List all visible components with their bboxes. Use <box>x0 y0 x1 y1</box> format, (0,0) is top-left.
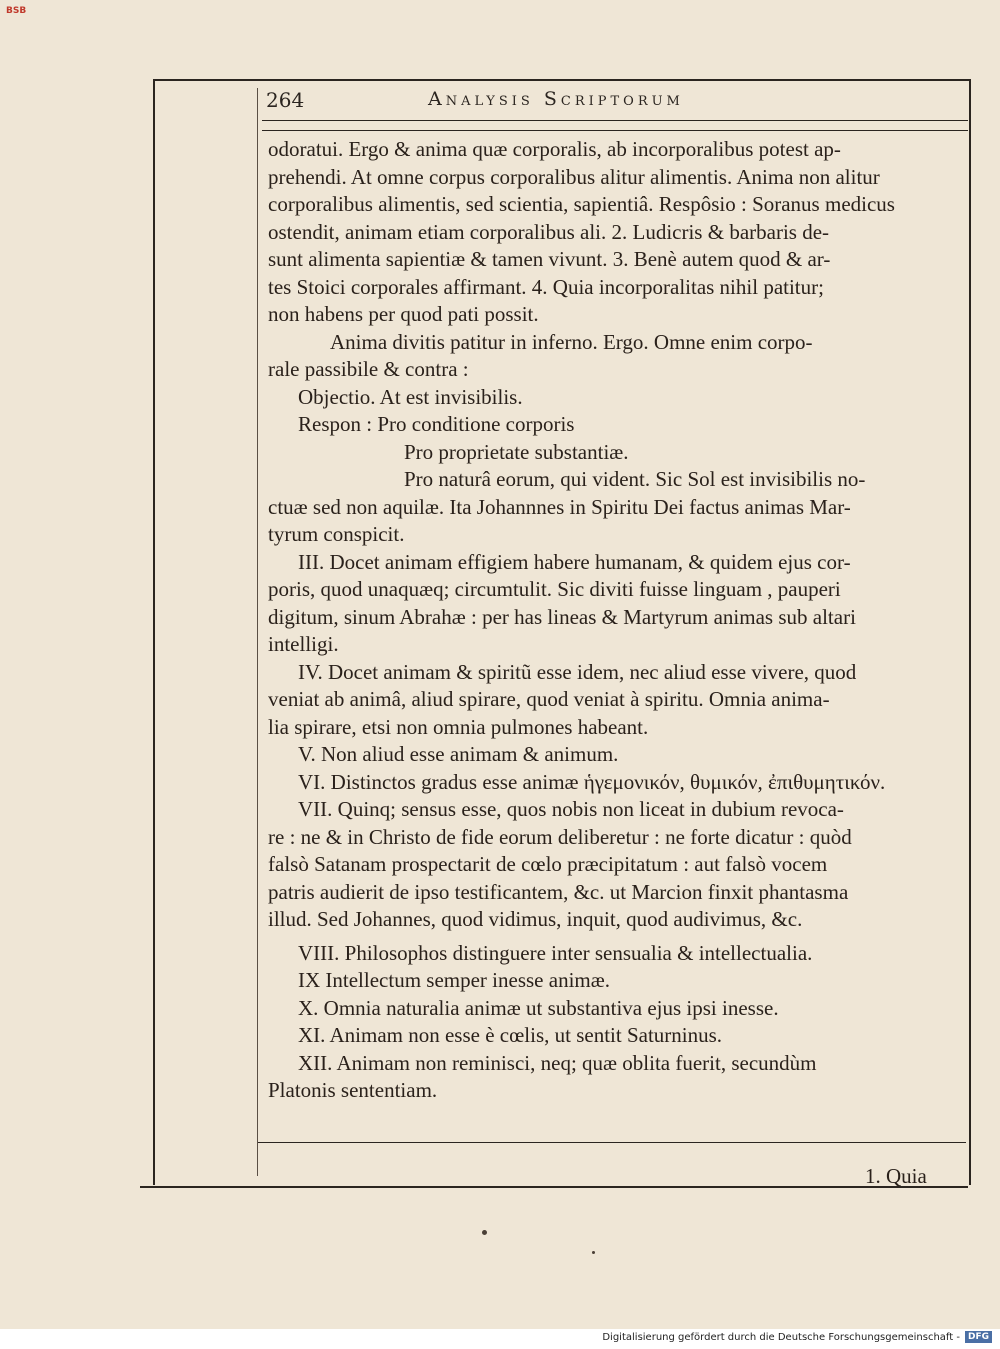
footer-rule <box>258 1142 966 1143</box>
text-line: lia spirare, etsi non omnia pulmones habeant. <box>268 714 649 739</box>
text-line: rale passibile & contra : <box>268 357 469 381</box>
text-line: sunt alimenta sapientiæ & tamen vivunt. 3. Benè autem quod & ar- <box>268 247 831 271</box>
text-line: falsò Satanam prospectarit de cœlo præcipitatum : aut falsò vocem <box>268 852 828 876</box>
ink-spot <box>482 1230 487 1235</box>
text-line: Pro proprietate substantiæ. <box>404 439 629 464</box>
page-number: 264 <box>266 88 305 112</box>
text-line: re : ne & in Christo de fide eorum deliberetur : ne forte dicatur : quòd <box>268 824 852 849</box>
bsb-watermark: BSB <box>6 6 27 16</box>
text-line: Platonis sententiam. <box>268 1078 438 1102</box>
footer-credit: Digitalisierung gefördert durch die Deutsche Forschungsgemeinschaft - <box>602 1332 960 1343</box>
text-line: VII. Quinq; sensus esse, quos nobis non liceat in dubium revoca- <box>298 797 844 821</box>
text-line: poris, quod unaquæq; circumtulit. Sic diviti fuisse linguam , pauperi <box>268 577 841 601</box>
text-line: illud. Sed Johannes, quod vidimus, inquit, quod audivimus, &c. <box>268 907 803 931</box>
page-header <box>262 88 962 118</box>
dfg-logo: DFG <box>965 1331 992 1343</box>
text-line: intelligi. <box>268 632 339 656</box>
inner-margin-rule <box>257 88 258 1176</box>
bottom-rule <box>140 1186 968 1188</box>
text-line: non habens per quod pati possit. <box>268 302 539 326</box>
header-rule-2 <box>262 130 968 131</box>
text-line: odoratui. Ergo & anima quæ corporalis, ab incorporalibus potest ap- <box>268 137 841 161</box>
text-line: ctuæ sed non aquilæ. Ita Johannnes in Spiritu Dei factus animas Mar- <box>268 494 851 519</box>
text-line: Anima divitis patitur in inferno. Ergo. Omne enim corpo- <box>330 329 813 354</box>
text-line: IV. Docet animam & spiritũ esse idem, nec aliud esse vivere, quod <box>298 659 857 684</box>
text-line: veniat ab animâ, aliud spirare, quod veniat à spiritu. Omnia anima- <box>268 687 830 711</box>
text-line: XI. Animam non esse è cœlis, ut sentit Saturninus. <box>298 1023 723 1047</box>
text-line: XII. Animam non reminisci, neq; quæ oblita fuerit, secundùm <box>298 1050 817 1075</box>
text-line: ostendit, animam etiam corporalibus ali. 2. Ludicris & barbaris de- <box>268 219 830 244</box>
ink-spot <box>592 1251 595 1254</box>
text-line: IX Intellectum semper inesse animæ. <box>298 968 610 992</box>
catchword: 1. Quia <box>865 1164 927 1188</box>
text-line: VI. Distinctos gradus esse animæ ἡγεμονικόν, θυμικόν, ἐπιθυμητικόν. <box>298 769 886 794</box>
text-line: prehendi. At omne corpus corporalibus alitur alimentis. Anima non alitur <box>268 164 880 189</box>
digitization-footer <box>0 1329 1000 1349</box>
header-rule <box>262 120 968 121</box>
text-line: Objectio. At est invisibilis. <box>298 384 523 409</box>
text-line: tes Stoici corporales affirmant. 4. Quia incorporalitas nihil patitur; <box>268 274 824 299</box>
text-line: V. Non aliud esse animam & animum. <box>298 742 619 766</box>
running-head: Analysis Scriptorum <box>428 88 684 110</box>
text-line: corporalibus alimentis, sed scientia, sapientiâ. Respôsio : Soranus medicus <box>268 192 895 216</box>
body-text <box>268 136 968 1105</box>
text-line: tyrum conspicit. <box>268 522 405 546</box>
text-line: patris audierit de ipso testificantem, &c. ut Marcion finxit phantasma <box>268 879 849 904</box>
text-line: Pro naturâ eorum, qui vident. Sic Sol est invisibilis no- <box>404 467 866 491</box>
text-line: Respon : Pro conditione corporis <box>298 412 575 436</box>
text-line: digitum, sinum Abrahæ : per has lineas & Martyrum animas sub altari <box>268 604 856 629</box>
text-line: X. Omnia naturalia animæ ut substantiva ejus ipsi inesse. <box>298 995 779 1020</box>
text-line: VIII. Philosophos distinguere inter sensualia & intellectualia. <box>298 940 813 965</box>
text-line: III. Docet animam effigiem habere humanam, & quidem ejus cor- <box>298 549 851 574</box>
